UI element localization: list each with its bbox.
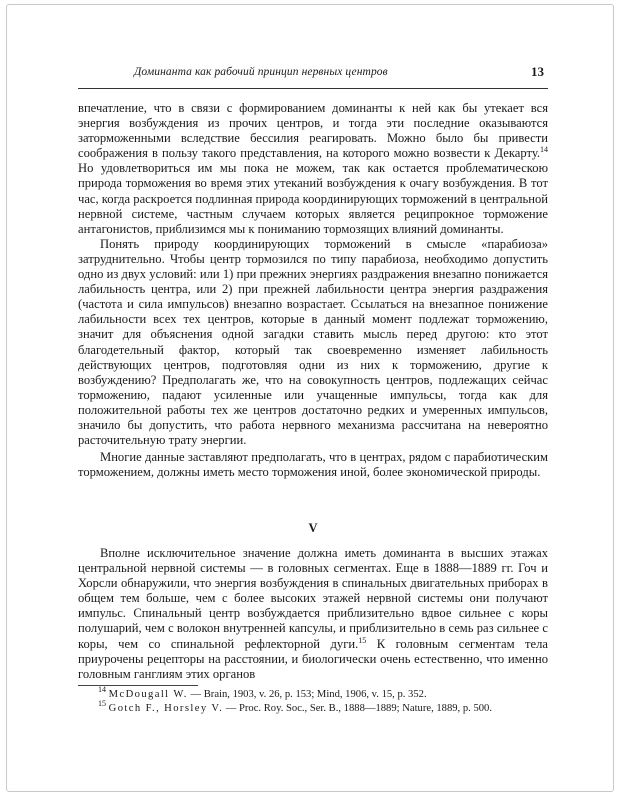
footnote-14	[78, 685, 548, 702]
paragraph	[78, 546, 548, 682]
footnote-number: 14	[98, 685, 106, 694]
text-run: Вполне исключительное значение должна иметь доминанта в высших этажах центральной нервной системы — в головных сегментах. Еще в 1888—1889 гг. Гоч и Хорсли обнаружили, что энергия возбуждения в спинальных двигательных приборах в общем тем больше, чем с более высоких этажей нервной системы они получают импульс. Спинальный центр возбуждается приблизительно вдвое сильнее с коры полушарий, чем с волокон внутренней капсулы, и приблизительно в семь раз сильнее с коры, чем со спинальной рефлекторной дуги.	[78, 546, 548, 651]
footnote-ref-14[interactable]: 14	[540, 145, 548, 155]
text-run: Понять природу координирующих торможений в смысле «парабиоза» затруднительно. Чтобы центр тормозился по типу парабиоза, необходимо допустить одно из двух условий: или 1) при прежних энергиях раздражения внезапно понижается лабильность центра, или 2) при прежней лабильности центра энергия раздражения (частота и сила импульсов) внезапно возрастает. Ссылаться на внезапное понижение лабильности всех тех центров, которые в данный момент подлежат торможению, значит для объяснения одной загадки ставить мысль перед другою: кто этот благодетельный фактор, который так своевременно изменяет лабильность действующих центров, подготовляя одни из них к торможению, другие к возбуждению? Предполагать же, что на совокупность центров, подлежащих сейчас торможению, падают усиленные или учащенные импульсы, тогда как для положительной работы тех же центров достаточно редких и умеренных импульсов, значило бы допустить, что работа нервного механизма рассчитана на невероятно расточительную трату энергии.	[78, 236, 548, 448]
paragraph	[78, 450, 548, 480]
section-number: V	[308, 521, 318, 535]
paragraph-continued	[78, 101, 548, 237]
header-rule	[78, 88, 548, 89]
footnote-ref-15[interactable]: 15	[358, 635, 367, 645]
footnote-number: 15	[98, 698, 106, 708]
footnote-citation: — Brain, 1903, v. 26, p. 153; Mind, 1906, v. 15, p. 352.	[187, 689, 427, 700]
text-run: впечатление, что в связи с формированием доминанты к ней как бы утекает вся энергия возбуждения из прочих центров, и тогда эти последние оказываются заторможенными вследствие бессилия реагировать. Можно было бы привести соображения в пользу такого представления, на которого можно возвести к Декарту.	[78, 101, 548, 161]
footnote-author: McDougall W.	[108, 689, 188, 700]
text-run: Многие данные заставляют предполагать, что в центрах, рядом с парабиотическим торможением, должны иметь место торможения иной, более экономической природы.	[78, 450, 548, 480]
paragraph	[78, 237, 548, 448]
footnote-15	[78, 698, 548, 716]
footnote-rule	[78, 685, 198, 686]
page-number: 13	[531, 64, 544, 79]
text-run: Но удовлетвориться им мы пока не можем, так как остается проблематическою природа торможения во время этих утеканий возбуждения к очагу возбуждения. В тот час, когда раскроется подлинная природа координирующих торможений в центральной нервной системе, частным случаем которых является реципрокное торможение антагонистов, приблизимся мы к пониманию тормозящих влияний доминанты.	[78, 161, 549, 236]
section-body-text	[78, 546, 548, 682]
text-run: К головным сегментам тела приурочены рецепторы на расстоянии, и биологически очень естественно, что именно головным ганглиям этих органов	[78, 636, 548, 681]
footnote-author: Gotch F., Horsley V.	[108, 702, 224, 714]
footnotes	[78, 685, 548, 715]
running-head	[78, 64, 548, 86]
body-text	[78, 101, 548, 480]
running-title: Доминанта как рабочий принцип нервных центров	[134, 66, 388, 78]
footnote-citation: — Proc. Roy. Soc., Ser. B., 1888—1889; Nature, 1889, p. 500.	[223, 702, 492, 714]
